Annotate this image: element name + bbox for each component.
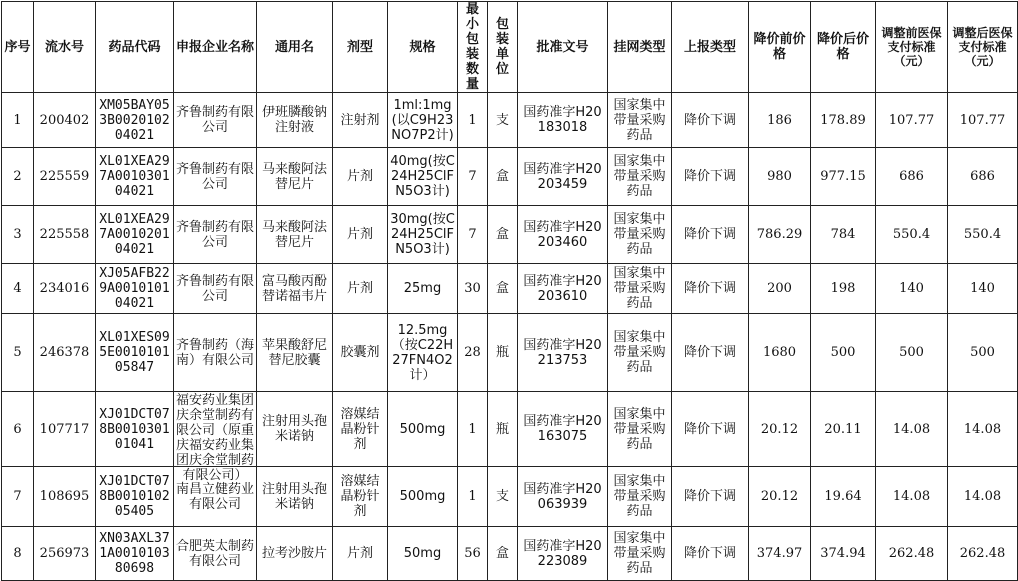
cell-std-after: 14.08	[948, 467, 1018, 527]
cell-std-after: 686	[948, 148, 1018, 206]
header-cell: 最小包装数量	[458, 2, 488, 93]
table-row	[2, 467, 1018, 527]
header-row	[2, 2, 1018, 93]
cell-report-type: 降价下调	[672, 467, 749, 527]
cell-company: 南昌立健药业有限公司	[174, 467, 257, 527]
cell-std-before: 686	[876, 148, 948, 206]
cell-listing-type: 国家集中带量采购药品	[608, 206, 672, 264]
cell-serial: 246378	[34, 314, 96, 392]
cell-min-qty: 30	[458, 264, 488, 314]
cell-dosage-form: 片剂	[333, 527, 388, 581]
cell-report-type: 降价下调	[672, 392, 749, 467]
cell-unit: 支	[488, 93, 518, 148]
cell-price-after: 784	[811, 206, 876, 264]
cell-drug-code: XJ01DCT078B001030101041	[96, 392, 174, 467]
cell-unit: 瓶	[488, 314, 518, 392]
cell-listing-type: 国家集中带量采购药品	[608, 93, 672, 148]
cell-std-after: 262.48	[948, 527, 1018, 581]
cell-approval-no: 国药准字H20203459	[518, 148, 608, 206]
cell-std-before: 262.48	[876, 527, 948, 581]
header-cell: 调整后医保支付标准（元）	[948, 2, 1018, 93]
cell-price-after: 198	[811, 264, 876, 314]
cell-unit: 盒	[488, 206, 518, 264]
cell-std-after: 14.08	[948, 392, 1018, 467]
cell-serial: 108695	[34, 467, 96, 527]
cell-report-type: 降价下调	[672, 314, 749, 392]
cell-listing-type: 国家集中带量采购药品	[608, 314, 672, 392]
cell-no: 7	[2, 467, 34, 527]
cell-min-qty: 56	[458, 527, 488, 581]
cell-price-after: 977.15	[811, 148, 876, 206]
cell-report-type: 降价下调	[672, 206, 749, 264]
cell-spec: 500mg	[388, 392, 458, 467]
cell-min-qty: 28	[458, 314, 488, 392]
cell-approval-no: 国药准字H20203460	[518, 206, 608, 264]
cell-min-qty: 7	[458, 148, 488, 206]
cell-company: 齐鲁制药有限公司	[174, 148, 257, 206]
cell-price-after: 19.64	[811, 467, 876, 527]
cell-listing-type: 国家集中带量采购药品	[608, 264, 672, 314]
cell-unit: 支	[488, 467, 518, 527]
cell-dosage-form: 溶媒结晶粉针剂	[333, 467, 388, 527]
cell-spec: 30mg(按C24H25ClFN5O3计)	[388, 206, 458, 264]
cell-std-before: 550.4	[876, 206, 948, 264]
cell-drug-code: XL01XEA297A001020104021	[96, 206, 174, 264]
table-row	[2, 527, 1018, 581]
cell-spec: 25mg	[388, 264, 458, 314]
cell-unit: 盒	[488, 148, 518, 206]
cell-generic-name: 富马酸丙酚替诺福韦片	[257, 264, 333, 314]
cell-min-qty: 1	[458, 93, 488, 148]
cell-serial: 234016	[34, 264, 96, 314]
cell-drug-code: XM05BAY053B002010204021	[96, 93, 174, 148]
cell-price-after: 178.89	[811, 93, 876, 148]
cell-listing-type: 国家集中带量采购药品	[608, 467, 672, 527]
cell-std-after: 107.77	[948, 93, 1018, 148]
cell-report-type: 降价下调	[672, 93, 749, 148]
cell-price-after: 374.94	[811, 527, 876, 581]
cell-company	[174, 392, 257, 483]
cell-generic-name: 马来酸阿法替尼片	[257, 148, 333, 206]
cell-company: 齐鲁制药有限公司	[174, 93, 257, 148]
cell-company: 齐鲁制药有限公司	[174, 264, 257, 314]
cell-price-after: 20.11	[811, 392, 876, 467]
header-cell: 申报企业名称	[174, 2, 257, 93]
cell-generic-name: 伊班膦酸钠注射液	[257, 93, 333, 148]
cell-company: 齐鲁制药有限公司	[174, 206, 257, 264]
header-cell: 规格	[388, 2, 458, 93]
cell-dosage-form: 注射剂	[333, 93, 388, 148]
cell-price-after: 500	[811, 314, 876, 392]
cell-spec: 40mg(按C24H25ClFN5O3计)	[388, 148, 458, 206]
cell-no: 8	[2, 527, 34, 581]
cell-no: 4	[2, 264, 34, 314]
cell-approval-no: 国药准字H20223089	[518, 527, 608, 581]
cell-price-before: 20.12	[749, 467, 811, 527]
header-cell: 流水号	[34, 2, 96, 93]
cell-serial: 107717	[34, 392, 96, 467]
table-row	[2, 206, 1018, 264]
cell-spec-text: 1ml:1mg(以C9H23NO7P2计)	[391, 97, 454, 143]
cell-listing-type: 国家集中带量采购药品	[608, 527, 672, 581]
cell-std-after: 140	[948, 264, 1018, 314]
cell-drug-code: XL01XES095E001010105847	[96, 314, 174, 392]
cell-price-before: 980	[749, 148, 811, 206]
cell-drug-code: XN03AXL371A001010380698	[96, 527, 174, 581]
cell-approval-no: 国药准字H20063939	[518, 467, 608, 527]
table-row	[2, 314, 1018, 392]
cell-spec	[388, 93, 458, 148]
cell-price-before: 200	[749, 264, 811, 314]
table-row	[2, 264, 1018, 314]
header-cell: 包装单位	[488, 2, 518, 93]
header-cell: 降价后价格	[811, 2, 876, 93]
cell-drug-code: XL01XEA297A001030104021	[96, 148, 174, 206]
cell-unit: 瓶	[488, 392, 518, 467]
header-cell: 序号	[2, 2, 34, 93]
cell-std-after: 550.4	[948, 206, 1018, 264]
cell-min-qty: 1	[458, 392, 488, 467]
cell-approval-no: 国药准字H20163075	[518, 392, 608, 467]
cell-generic-name: 注射用头孢米诺钠	[257, 392, 333, 467]
cell-std-after: 500	[948, 314, 1018, 392]
cell-dosage-form: 片剂	[333, 264, 388, 314]
cell-listing-type: 国家集中带量采购药品	[608, 148, 672, 206]
cell-std-before: 500	[876, 314, 948, 392]
cell-company: 合肥英太制药有限公司	[174, 527, 257, 581]
cell-no: 5	[2, 314, 34, 392]
cell-generic-name: 马来酸阿法替尼片	[257, 206, 333, 264]
cell-report-type: 降价下调	[672, 148, 749, 206]
header-cell: 降价前价格	[749, 2, 811, 93]
cell-drug-code: XJ01DCT078B001010205405	[96, 467, 174, 527]
cell-no: 3	[2, 206, 34, 264]
cell-price-before: 374.97	[749, 527, 811, 581]
cell-no: 2	[2, 148, 34, 206]
cell-no: 1	[2, 93, 34, 148]
cell-price-before: 186	[749, 93, 811, 148]
cell-price-before: 786.29	[749, 206, 811, 264]
cell-generic-name: 苹果酸舒尼替尼胶囊	[257, 314, 333, 392]
header-cell: 药品代码	[96, 2, 174, 93]
cell-dosage-form: 胶囊剂	[333, 314, 388, 392]
header-cell: 上报类型	[672, 2, 749, 93]
cell-unit: 盒	[488, 527, 518, 581]
cell-std-before: 140	[876, 264, 948, 314]
drug-price-table	[1, 1, 1018, 581]
cell-spec: 12.5mg（按C22H27FN4O2计）	[388, 314, 458, 392]
cell-serial: 256973	[34, 527, 96, 581]
cell-std-before: 14.08	[876, 392, 948, 467]
cell-approval-no: 国药准字H20203610	[518, 264, 608, 314]
table-row	[2, 148, 1018, 206]
cell-generic-name: 注射用头孢米诺钠	[257, 467, 333, 527]
cell-drug-code: XJ05AFB229A001010104021	[96, 264, 174, 314]
cell-min-qty: 1	[458, 467, 488, 527]
cell-min-qty: 7	[458, 206, 488, 264]
header-cell: 剂型	[333, 2, 388, 93]
cell-spec: 50mg	[388, 527, 458, 581]
cell-report-type: 降价下调	[672, 527, 749, 581]
cell-price-before: 1680	[749, 314, 811, 392]
cell-dosage-form: 片剂	[333, 206, 388, 264]
cell-company-text: 福安药业集团庆余堂制药有限公司（原重庆福安药业集团庆余堂制药有限公司）	[176, 393, 255, 483]
cell-std-before: 14.08	[876, 467, 948, 527]
table-row	[2, 93, 1018, 148]
cell-approval-no: 国药准字H20183018	[518, 93, 608, 148]
cell-no: 6	[2, 392, 34, 467]
cell-generic-name: 拉考沙胺片	[257, 527, 333, 581]
cell-price-before: 20.12	[749, 392, 811, 467]
cell-serial: 200402	[34, 93, 96, 148]
header-cell: 通用名	[257, 2, 333, 93]
header-cell: 调整前医保支付标准（元）	[876, 2, 948, 93]
table-row	[2, 392, 1018, 467]
cell-std-before: 107.77	[876, 93, 948, 148]
header-cell: 批准文号	[518, 2, 608, 93]
cell-spec: 500mg	[388, 467, 458, 527]
cell-report-type: 降价下调	[672, 264, 749, 314]
cell-listing-type: 国家集中带量采购药品	[608, 392, 672, 467]
cell-serial: 225559	[34, 148, 96, 206]
cell-company: 齐鲁制药（海南）有限公司	[174, 314, 257, 392]
cell-approval-no: 国药准字H20213753	[518, 314, 608, 392]
header-cell: 挂网类型	[608, 2, 672, 93]
cell-unit: 盒	[488, 264, 518, 314]
cell-serial: 225558	[34, 206, 96, 264]
cell-dosage-form: 片剂	[333, 148, 388, 206]
cell-dosage-form: 溶媒结晶粉针剂	[333, 392, 388, 467]
